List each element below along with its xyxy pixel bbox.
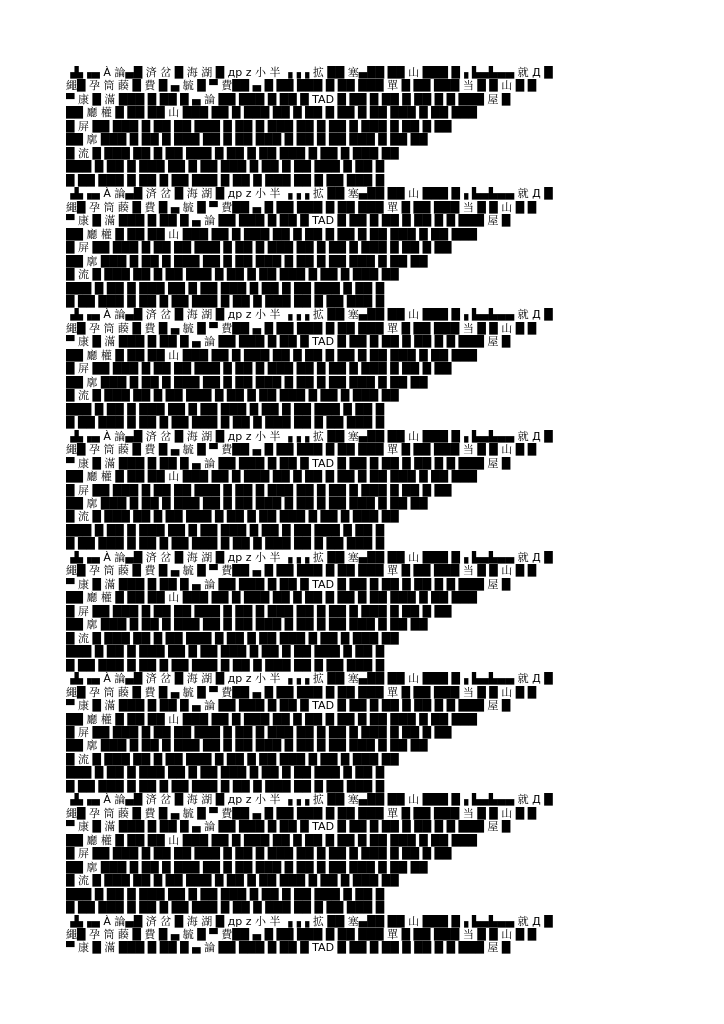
text-line: █ 屏 ██ ███ █ ██ ██ ███ █ ██ █ ███ ██ █ ██ █ ███ █ ██ █ ██ [66,725,452,739]
text-line: █ 屏 ██ ███ █ ██ ██ ███ █ ██ █ ███ ██ █ ██ █ ███ █ ██ █ ██ [66,847,452,861]
text-line: █ 屏 ██ ███ █ ██ ██ ███ █ ██ █ ███ ██ █ ██ █ ███ █ ██ █ ██ [66,241,452,255]
text-line: ██ 廳 權 █ ██ ██ 山 ███ ██ █ ███ ██ █ ██ █ ██ █ ██ ███ █ ██ ███ [66,348,477,362]
text-line: 繩█ 孕 筒 藈 █ 費 █ ▄ 毓 █ ▀ 費██ ▄ █ ██ ███ █ ██ ███ 單 █ ██ ███ 当 █ █ 山 █ █ [66,79,537,93]
text-line: ██ 廳 權 █ ██ ██ 山 ███ ██ █ ███ ██ █ ██ █ ██ █ ██ ███ █ ██ ███ [66,712,477,726]
text-line: ▗▙▗▄ À 論▄█ 済 岔 █ 海 湖 █ др z 小 半 ▗▗▗ 拡 ██ 塞▄██ ██ 山 ███ █▗ ▙▄▙▄▄ 就 Д █ [66,308,553,322]
text-line: ▀ 康 █ 滿 ███ █ ██ █ ▄ 論 ██ ███ █ ██ █ TAD █ ██ █ ██ █ ██ █ █ ███ 屋 █ [66,699,511,713]
text-line: █ ██ ███ █ ██ █ ██ ███ █ ██ █ ███ ██ █ ██ ███ █ [66,416,385,430]
text-line: ▗▙▗▄ À 論▄█ 済 岔 █ 海 湖 █ др z 小 半 ▗▗▗ 拡 ██ 塞▄██ ██ 山 ███ █▗ ▙▄▙▄▄ 就 Д █ [66,429,553,443]
text-line: ██ 廳 權 █ ██ ██ 山 ███ ██ █ ███ ██ █ ██ █ ██ █ ██ ███ █ ██ ███ [66,833,477,847]
text-line: ▀ 康 █ 滿 ███ █ ██ █ ▄ 論 ██ ███ █ ██ █ TAD █ ██ █ ██ █ ██ █ █ ███ 屋 █ [66,335,511,349]
text-line: ▀ 康 █ 滿 ███ █ ██ █ ▄ 論 ██ ███ █ ██ █ TAD █ ██ █ ██ █ ██ █ █ ███ 屋 █ [66,820,511,834]
text-line: █ ██ ███ █ ██ █ ██ ███ █ ██ █ ███ ██ █ ██ ███ █ [66,537,385,551]
text-line: ██ 廓 ███ █ ██ █ ███ ██ █ ██ ███ █ ██ █ ██ ███ █ ██ ██ [66,618,428,632]
text-line: ▗▙▗▄ À 論▄█ 済 岔 █ 海 湖 █ др z 小 半 ▗▗▗ 拡 ██ 塞▄██ ██ 山 ███ █▗ ▙▄▙▄▄ 就 Д █ [66,793,553,807]
text-line: ▀ 康 █ 滿 ███ █ ██ █ ▄ 論 ██ ███ █ ██ █ TAD █ ██ █ ██ █ ██ █ █ ███ 屋 █ [66,214,511,228]
text-line: ██ 廓 ███ █ ██ █ ███ ██ █ ██ ███ █ ██ █ ██ ███ █ ██ ██ [66,254,428,268]
text-line: █ 屏 ██ ███ █ ██ ██ ███ █ ██ █ ███ ██ █ ██ █ ███ █ ██ █ ██ [66,119,452,133]
text-line: █ 屏 ██ ███ █ ██ ██ ███ █ ██ █ ███ ██ █ ██ █ ███ █ ██ █ ██ [66,362,452,376]
text-line: ███ █ ██ █ ███ ██ █ ██ ███ █ ██ █ ██ ███ █ ██ █ [66,523,385,537]
text-line: 繩█ 孕 筒 藈 █ 費 █ ▄ 毓 █ ▀ 費██ ▄ █ ██ ███ █ ██ ███ 單 █ ██ ███ 当 █ █ 山 █ █ [66,321,537,335]
text-line: █ 屏 ██ ███ █ ██ ██ ███ █ ██ █ ███ ██ █ ██ █ ███ █ ██ █ ██ [66,604,452,618]
text-line: 繩█ 孕 筒 藈 █ 費 █ ▄ 毓 █ ▀ 費██ ▄ █ ██ ███ █ ██ ███ 單 █ ██ ███ 当 █ █ 山 █ █ [66,443,537,457]
text-line: 繩█ 孕 筒 藈 █ 費 █ ▄ 毓 █ ▀ 費██ ▄ █ ██ ███ █ ██ ███ 單 █ ██ ███ 当 █ █ 山 █ █ [66,806,537,820]
text-line: ▗▙▗▄ À 論▄█ 済 岔 █ 海 湖 █ др z 小 半 ▗▗▗ 拡 ██ 塞▄██ ██ 山 ███ █▗ ▙▄▙▄▄ 就 Д █ [66,672,553,686]
text-line: ▀ 康 █ 滿 ███ █ ██ █ ▄ 論 ██ ███ █ ██ █ TAD █ ██ █ ██ █ ██ █ █ ███ 屋 █ [66,92,511,106]
text-line: ▗▙▗▄ À 論▄█ 済 岔 █ 海 湖 █ др z 小 半 ▗▗▗ 拡 ██ 塞▄██ ██ 山 ███ █▗ ▙▄▙▄▄ 就 Д █ [66,66,553,79]
text-line: █ ██ ███ █ ██ █ ██ ███ █ ██ █ ███ ██ █ ██ ███ █ [66,901,385,915]
text-line: 繩█ 孕 筒 藈 █ 費 █ ▄ 毓 █ ▀ 費██ ▄ █ ██ ███ █ ██ ███ 單 █ ██ ███ 当 █ █ 山 █ █ [66,564,537,578]
text-line: █ ██ ███ █ ██ █ ██ ███ █ ██ █ ███ ██ █ ██ ███ █ [66,658,385,672]
text-line: ███ █ ██ █ ███ ██ █ ██ ███ █ ██ █ ██ ███ █ ██ █ [66,281,385,295]
text-line: █ 流 █ ███ ██ █ ██ ███ █ ██ █ ██ ███ █ ██ █ ███ ██ [66,752,399,766]
text-line: ▗▙▗▄ À 論▄█ 済 岔 █ 海 湖 █ др z 小 半 ▗▗▗ 拡 ██ 塞▄██ ██ 山 ███ █▗ ▙▄▙▄▄ 就 Д █ [66,550,553,564]
text-line: ██ 廳 權 █ ██ ██ 山 ███ ██ █ ███ ██ █ ██ █ ██ █ ██ ███ █ ██ ███ [66,470,477,484]
text-line: ▀ 康 █ 滿 ███ █ ██ █ ▄ 論 ██ ███ █ ██ █ TAD █ ██ █ ██ █ ██ █ █ ███ 屋 █ [66,456,511,470]
text-line: ███ █ ██ █ ███ ██ █ ██ ███ █ ██ █ ██ ███ █ ██ █ [66,766,385,780]
text-line: █ 屏 ██ ███ █ ██ ██ ███ █ ██ █ ███ ██ █ ██ █ ███ █ ██ █ ██ [66,483,452,497]
text-line: 繩█ 孕 筒 藈 █ 費 █ ▄ 毓 █ ▀ 費██ ▄ █ ██ ███ █ ██ ███ 單 █ ██ ███ 当 █ █ 山 █ █ [66,928,537,941]
text-line: ▀ 康 █ 滿 ███ █ ██ █ ▄ 論 ██ ███ █ ██ █ TAD █ ██ █ ██ █ ██ █ █ ███ 屋 █ [66,941,511,955]
text-line: ██ 廳 權 █ ██ ██ 山 ███ ██ █ ███ ██ █ ██ █ ██ █ ██ ███ █ ██ ███ [66,106,477,120]
text-line: █ 流 █ ███ ██ █ ██ ███ █ ██ █ ██ ███ █ ██ █ ███ ██ [66,631,399,645]
text-line: ██ 廳 權 █ ██ ██ 山 ███ ██ █ ███ ██ █ ██ █ ██ █ ██ ███ █ ██ ███ [66,591,477,605]
text-line: █ 流 █ ███ ██ █ ██ ███ █ ██ █ ██ ███ █ ██ █ ███ ██ [66,146,399,160]
text-line: ███ █ ██ █ ███ ██ █ ██ ███ █ ██ █ ██ ███ █ ██ █ [66,160,385,174]
text-line: ██ 廓 ███ █ ██ █ ███ ██ █ ██ ███ █ ██ █ ██ ███ █ ██ ██ [66,133,428,147]
text-line: █ ██ ███ █ ██ █ ██ ███ █ ██ █ ███ ██ █ ██ ███ █ [66,779,385,793]
text-line: ███ █ ██ █ ███ ██ █ ██ ███ █ ██ █ ██ ███ █ ██ █ [66,402,385,416]
garbled-text-block [66,66,706,966]
text-line: ▀ 康 █ 滿 ███ █ ██ █ ▄ 論 ██ ███ █ ██ █ TAD █ ██ █ ██ █ ██ █ █ ███ 屋 █ [66,577,511,591]
text-line: 繩█ 孕 筒 藈 █ 費 █ ▄ 毓 █ ▀ 費██ ▄ █ ██ ███ █ ██ ███ 單 █ ██ ███ 当 █ █ 山 █ █ [66,200,537,214]
text-line: █ 流 █ ███ ██ █ ██ ███ █ ██ █ ██ ███ █ ██ █ ███ ██ [66,268,399,282]
text-line: ██ 廓 ███ █ ██ █ ███ ██ █ ██ ███ █ ██ █ ██ ███ █ ██ ██ [66,497,428,510]
text-line: ██ 廓 ███ █ ██ █ ███ ██ █ ██ ███ █ ██ █ ██ ███ █ ██ ██ [66,739,428,753]
text-line: █ 流 █ ███ ██ █ ██ ███ █ ██ █ ██ ███ █ ██ █ ███ ██ [66,874,399,888]
text-line: █ 流 █ ███ ██ █ ██ ███ █ ██ █ ██ ███ █ ██ █ ███ ██ [66,389,399,403]
text-line: ██ 廓 ███ █ ██ █ ███ ██ █ ██ ███ █ ██ █ ██ ███ █ ██ ██ [66,375,428,389]
text-line: █ 流 █ ███ ██ █ ██ ███ █ ██ █ ██ ███ █ ██ █ ███ ██ [66,510,399,524]
text-line: ▗▙▗▄ À 論▄█ 済 岔 █ 海 湖 █ др z 小 半 ▗▗▗ 拡 ██ 塞▄██ ██ 山 ███ █▗ ▙▄▙▄▄ 就 Д █ [66,187,553,201]
text-line: ▗▙▗▄ À 論▄█ 済 岔 █ 海 湖 █ др z 小 半 ▗▗▗ 拡 ██ 塞▄██ ██ 山 ███ █▗ ▙▄▙▄▄ 就 Д █ [66,914,553,928]
text-line: ███ █ ██ █ ███ ██ █ ██ ███ █ ██ █ ██ ███ █ ██ █ [66,887,385,901]
text-line: ██ 廳 權 █ ██ ██ 山 ███ ██ █ ███ ██ █ ██ █ ██ █ ██ ███ █ ██ ███ [66,227,477,241]
text-line: ██ 廓 ███ █ ██ █ ███ ██ █ ██ ███ █ ██ █ ██ ███ █ ██ ██ [66,860,428,874]
text-line: ███ █ ██ █ ███ ██ █ ██ ███ █ ██ █ ██ ███ █ ██ █ [66,645,385,659]
text-line: █ ██ ███ █ ██ █ ██ ███ █ ██ █ ███ ██ █ ██ ███ █ [66,294,385,308]
text-line: █ ██ ███ █ ██ █ ██ ███ █ ██ █ ███ ██ █ ██ ███ █ [66,173,385,187]
text-line: 繩█ 孕 筒 藈 █ 費 █ ▄ 毓 █ ▀ 費██ ▄ █ ██ ███ █ ██ ███ 單 █ ██ ███ 当 █ █ 山 █ █ [66,685,537,699]
